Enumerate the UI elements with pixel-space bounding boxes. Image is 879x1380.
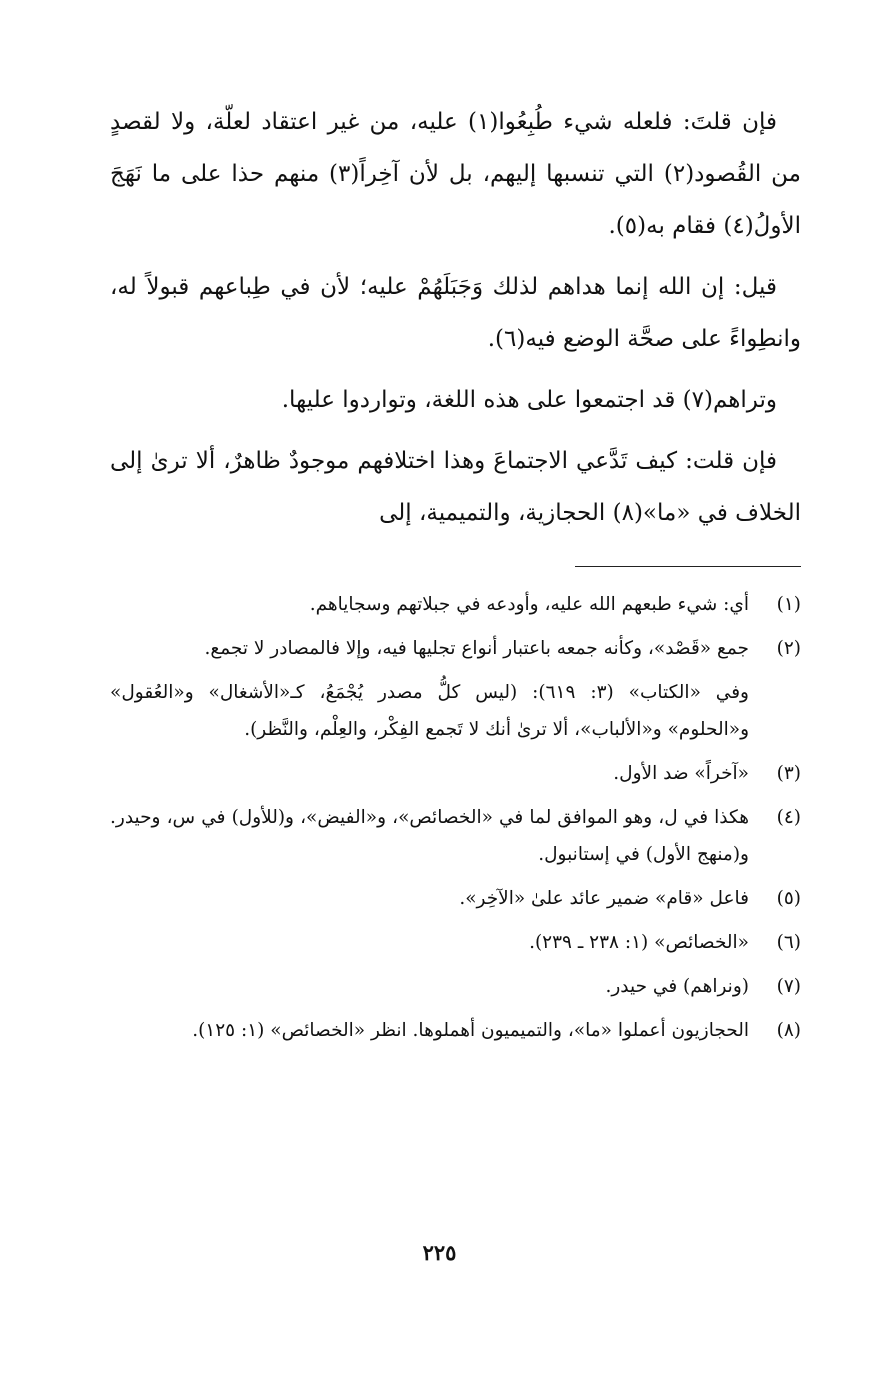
footnote-text: الحجازيون أعملوا «ما»، والتميميون أهملوها. انظر «الخصائص» (١: ١٢٥). bbox=[192, 1020, 749, 1041]
footnote-text: أي: شيء طبعهم الله عليه، وأودعه في جبلاتهم وسجاياهم. bbox=[309, 594, 749, 615]
footnote-number: (٧) bbox=[776, 976, 801, 997]
main-paragraph-2: قيل: إن الله إنما هداهم لذلك وَجَبَلَهُمْ عليه؛ لأن في طِباعهم قبولاً له، وانطِواءً على صحَّة الوضع فيه(٦). bbox=[110, 274, 801, 352]
footnote-3 bbox=[110, 755, 801, 792]
footnote-6 bbox=[110, 924, 801, 961]
footnote-number: (٢) bbox=[776, 638, 801, 659]
footnote-number: (٣) bbox=[776, 763, 801, 784]
footnote-text: «آخراً» ضد الأول. bbox=[613, 763, 749, 784]
footnote-number: (٥) bbox=[776, 888, 801, 909]
footnote-1 bbox=[110, 586, 801, 623]
footnote-5 bbox=[110, 880, 801, 917]
main-paragraph-1: فإن قلتَ: فلعله شيء طُبِعُوا(١) عليه، من غير اعتقاد لعلّة، ولا لقصدٍ من القُصود(٢) التي تنسبها إليهم، بل لأن آخِراً(٣) منهم حذا على ما نَهَجَ الأولُ(٤) فقام به(٥). bbox=[110, 109, 801, 239]
footnote-text: فاعل «قام» ضمير عائد علىٰ «الآخِر». bbox=[459, 888, 749, 909]
footnote-7 bbox=[110, 968, 801, 1005]
footnote-number: (٤) bbox=[776, 807, 801, 828]
main-text-block bbox=[110, 96, 801, 548]
footnote-4 bbox=[110, 799, 801, 873]
page-number: ٢٢٥ bbox=[422, 1240, 457, 1265]
footnote-text: هكذا في ل، وهو الموافق لما في «الخصائص»، و«الفيض»، و(للأول) في س، وحيدر. و(منهج الأول) في إستانبول. bbox=[110, 807, 749, 865]
footnote-number: (٨) bbox=[776, 1020, 801, 1041]
main-paragraph-4: فإن قلت: كيف تَدَّعي الاجتماعَ وهذا اختلافهم موجودٌ ظاهرٌ، ألا ترىٰ إلى الخلاف في «ما»(٨) الحجازية، والتميمية، إلى bbox=[110, 448, 801, 526]
footnotes-block bbox=[110, 586, 801, 1056]
main-paragraph-3: وتراهم(٧) قد اجتمعوا على هذه اللغة، وتواردوا عليها. bbox=[281, 387, 777, 413]
footnote-number: (٦) bbox=[776, 932, 801, 953]
footnote-2 bbox=[110, 630, 801, 667]
footnote-number: (١) bbox=[776, 594, 801, 615]
footnote-8 bbox=[110, 1012, 801, 1049]
footnote-text: جمع «قَصْد»، وكأنه جمعه باعتبار أنواع تجليها فيه، وإلا فالمصادر لا تجمع. bbox=[204, 638, 749, 659]
footnote-2-continuation: وفي «الكتاب» (٣: ٦١٩): (ليس كلُّ مصدر يُجْمَعُ، كـ«الأشغال» و«العُقول» و«الحلوم» و«الألباب»، ألا ترىٰ أنك لا تَجمع الفِكْر، والعِلْم، والنَّظر). bbox=[110, 682, 749, 740]
footnote-text: «الخصائص» (١: ٢٣٨ ـ ٢٣٩). bbox=[529, 932, 749, 953]
footnote-divider bbox=[575, 566, 801, 567]
footnote-text: (ونراهم) في حيدر. bbox=[605, 976, 749, 997]
